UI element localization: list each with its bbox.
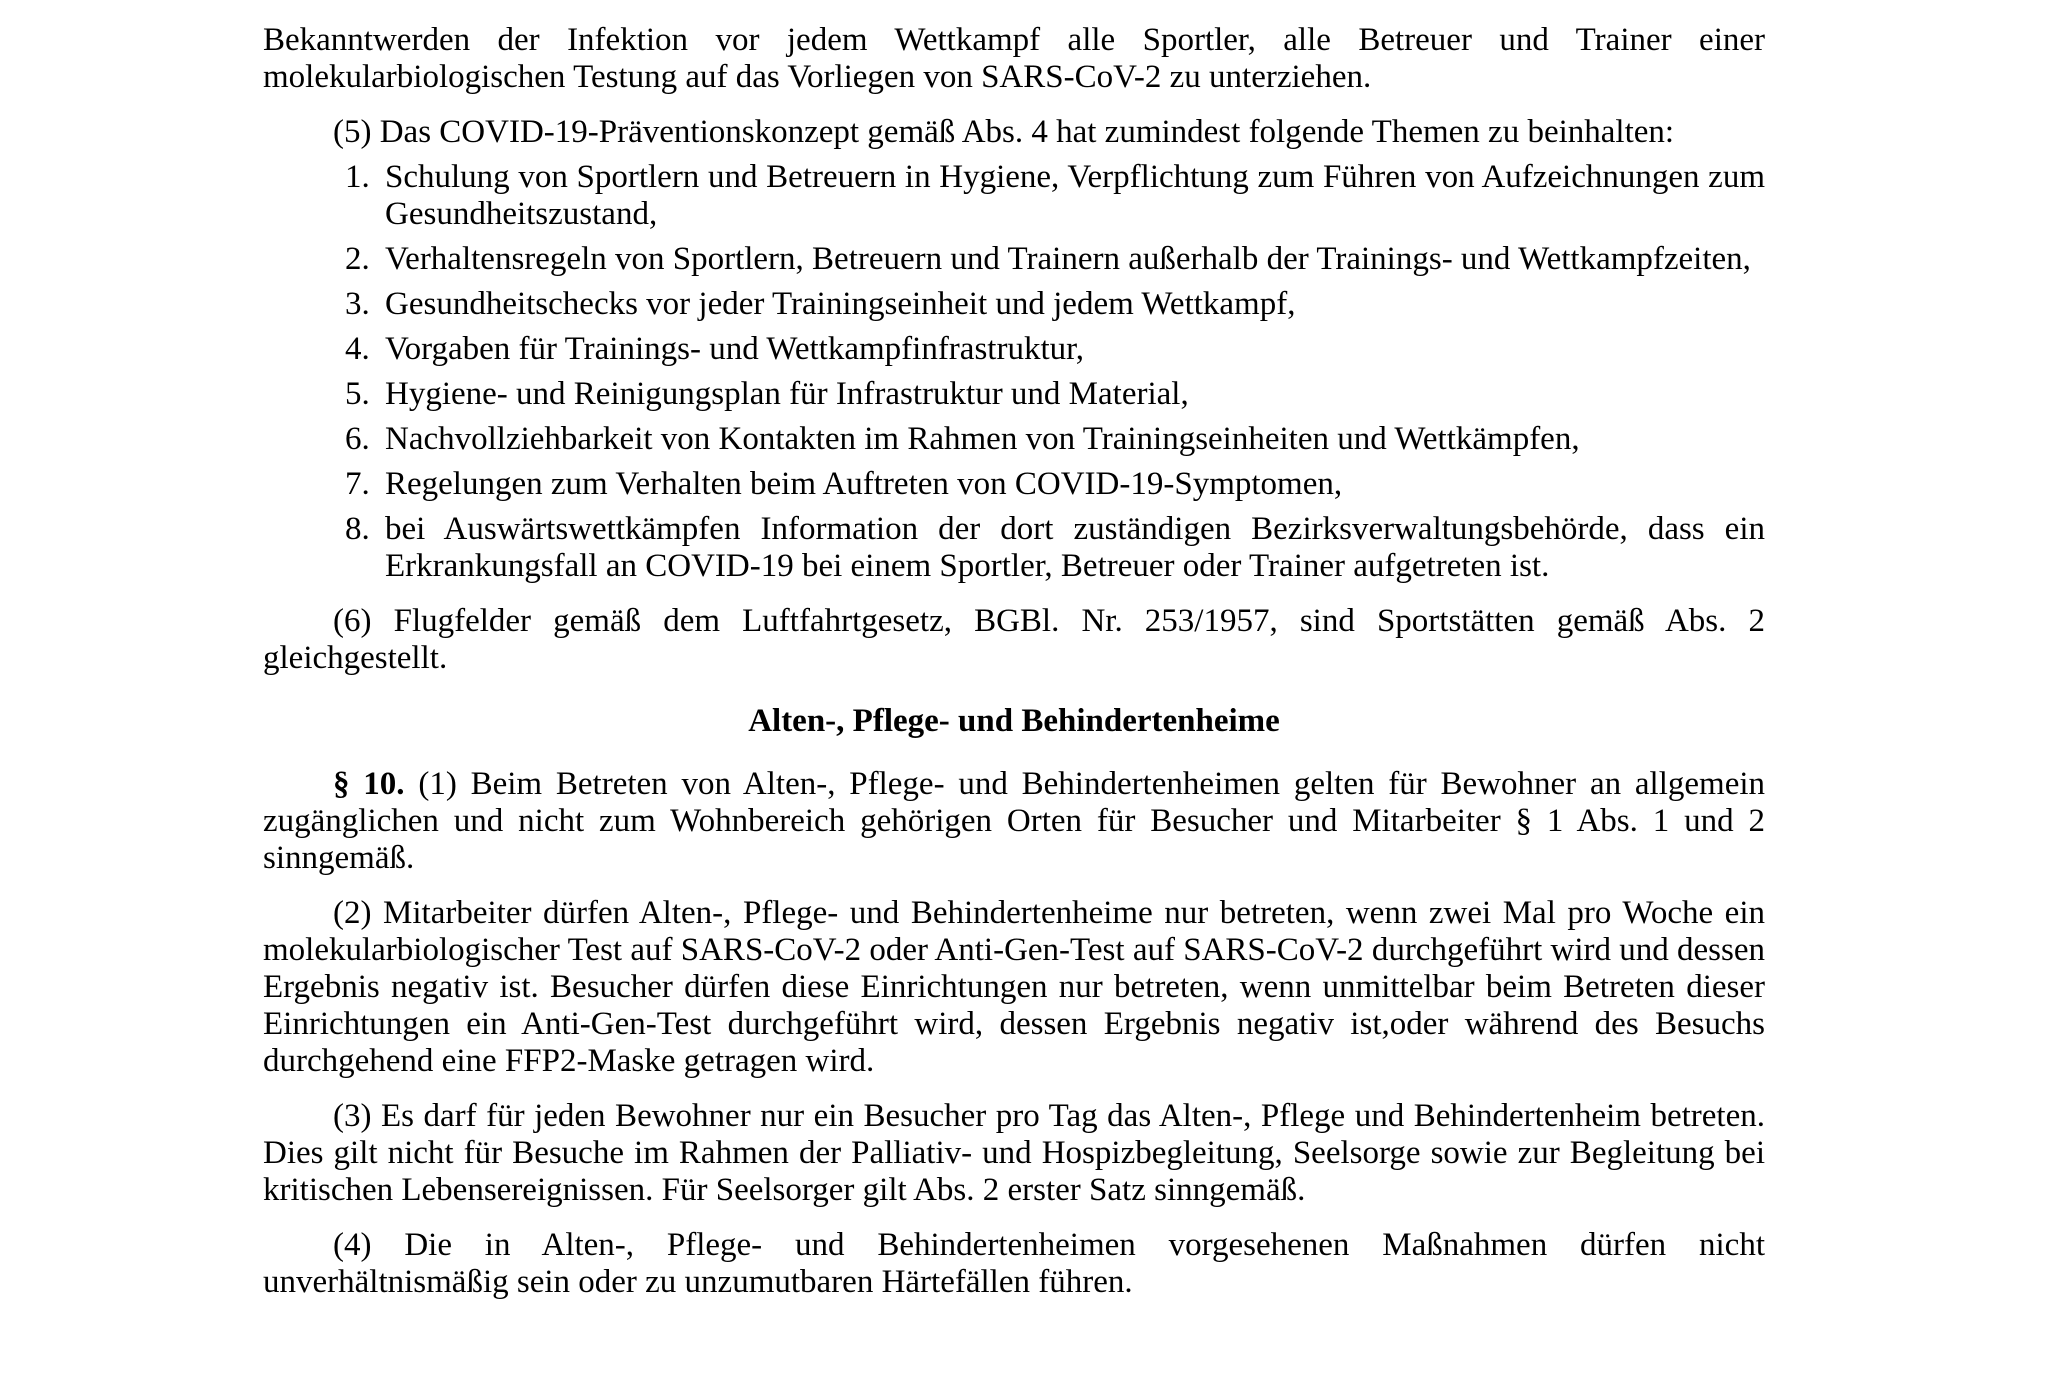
list-item-text: Hygiene- und Reinigungsplan für Infrastruktur und Material, — [385, 376, 1189, 412]
list-item-text: Vorgaben für Trainings- und Wettkampfinfrastruktur, — [385, 331, 1085, 367]
list-item — [263, 159, 1765, 233]
list-item — [263, 466, 1765, 503]
list-item — [263, 331, 1765, 368]
list-item — [263, 376, 1765, 413]
section-10-label: § 10. — [333, 766, 405, 802]
paragraph-abs5: (5) Das COVID-19-Präventionskonzept gemäß Abs. 4 hat zumindest folgende Themen zu beinhalten: — [333, 114, 1675, 150]
list-item-number: 5. — [345, 376, 370, 412]
list-item-text: bei Auswärtswettkämpfen Information der dort zuständigen Bezirksverwaltungsbehörde, dass ein Erkrankungsfall an COVID-19 bei einem Sportler, Betreuer oder Trainer aufgetreten ist. — [385, 511, 1765, 584]
list-item-text: Schulung von Sportlern und Betreuern in Hygiene, Verpflichtung zum Führen von Aufzeichnungen zum Gesundheitszustand, — [385, 159, 1765, 232]
list-item — [263, 511, 1765, 585]
list-item — [263, 286, 1765, 323]
paragraph-s10-abs2: (2) Mitarbeiter dürfen Alten-, Pflege- und Behindertenheime nur betreten, wenn zwei Mal pro Woche ein molekularbiologischer Test auf SARS-CoV-2 oder Anti-Gen-Test auf SARS-CoV-2 durchgeführt wird und dessen Ergebnis negativ ist. Besucher dürfen diese Einrichtungen nur betreten, wenn unmittelbar beim Betreten dieser Einrichtungen ein Anti-Gen-Test durchgeführt wird, dessen Ergebnis negativ ist,oder während des Besuchs durchgehend eine FFP2-Maske getragen wird. — [263, 895, 1765, 1079]
list-item-text: Regelungen zum Verhalten beim Auftreten von COVID-19-Symptomen, — [385, 466, 1343, 502]
list-item-number: 1. — [345, 159, 370, 195]
list-item — [263, 421, 1765, 458]
list-item-number: 4. — [345, 331, 370, 367]
list-item-text: Verhaltensregeln von Sportlern, Betreuern und Trainern außerhalb der Trainings- und Wettkampfzeiten, — [385, 241, 1751, 277]
numbered-list — [263, 159, 1765, 585]
list-item-number: 8. — [345, 511, 370, 547]
list-item-text: Gesundheitschecks vor jeder Trainingseinheit und jedem Wettkampf, — [385, 286, 1296, 322]
paragraph-intro-continuation: Bekanntwerden der Infektion vor jedem Wettkampf alle Sportler, alle Betreuer und Trainer einer molekularbiologischen Testung auf das Vorliegen von SARS-CoV-2 zu unterziehen. — [263, 22, 1765, 95]
paragraph-s10-abs1 — [263, 766, 1765, 877]
list-item-text: Nachvollziehbarkeit von Kontakten im Rahmen von Trainingseinheiten und Wettkämpfen, — [385, 421, 1580, 457]
list-item-number: 7. — [345, 466, 370, 502]
list-item-number: 6. — [345, 421, 370, 457]
paragraph-s10-abs3: (3) Es darf für jeden Bewohner nur ein Besucher pro Tag das Alten-, Pflege und Behindertenheim betreten. Dies gilt nicht für Besuche im Rahmen der Palliativ- und Hospizbegleitung, Seelsorge sowie zur Begleitung bei kritischen Lebensereignissen. Für Seelsorger gilt Abs. 2 erster Satz sinngemäß. — [263, 1098, 1765, 1208]
paragraph-s10-abs1-text: (1) Beim Betreten von Alten-, Pflege- und Behindertenheimen gelten für Bewohner an allgemein zugänglichen und nicht zum Wohnbereich gehörigen Orten für Besucher und Mitarbeiter § 1 Abs. 1 und 2 sinngemäß. — [263, 766, 1766, 876]
paragraph-abs6: (6) Flugfelder gemäß dem Luftfahrtgesetz, BGBl. Nr. 253/1957, sind Sportstätten gemäß Abs. 2 gleichgestellt. — [263, 603, 1765, 676]
list-item-number: 2. — [345, 241, 370, 277]
section-heading: Alten-, Pflege- und Behindertenheime — [748, 703, 1280, 739]
list-item-number: 3. — [345, 286, 370, 322]
paragraph-s10-abs4: (4) Die in Alten-, Pflege- und Behindertenheimen vorgesehenen Maßnahmen dürfen nicht unverhältnismäßig sein oder zu unzumutbaren Härtefällen führen. — [263, 1227, 1765, 1300]
list-item — [263, 241, 1765, 278]
